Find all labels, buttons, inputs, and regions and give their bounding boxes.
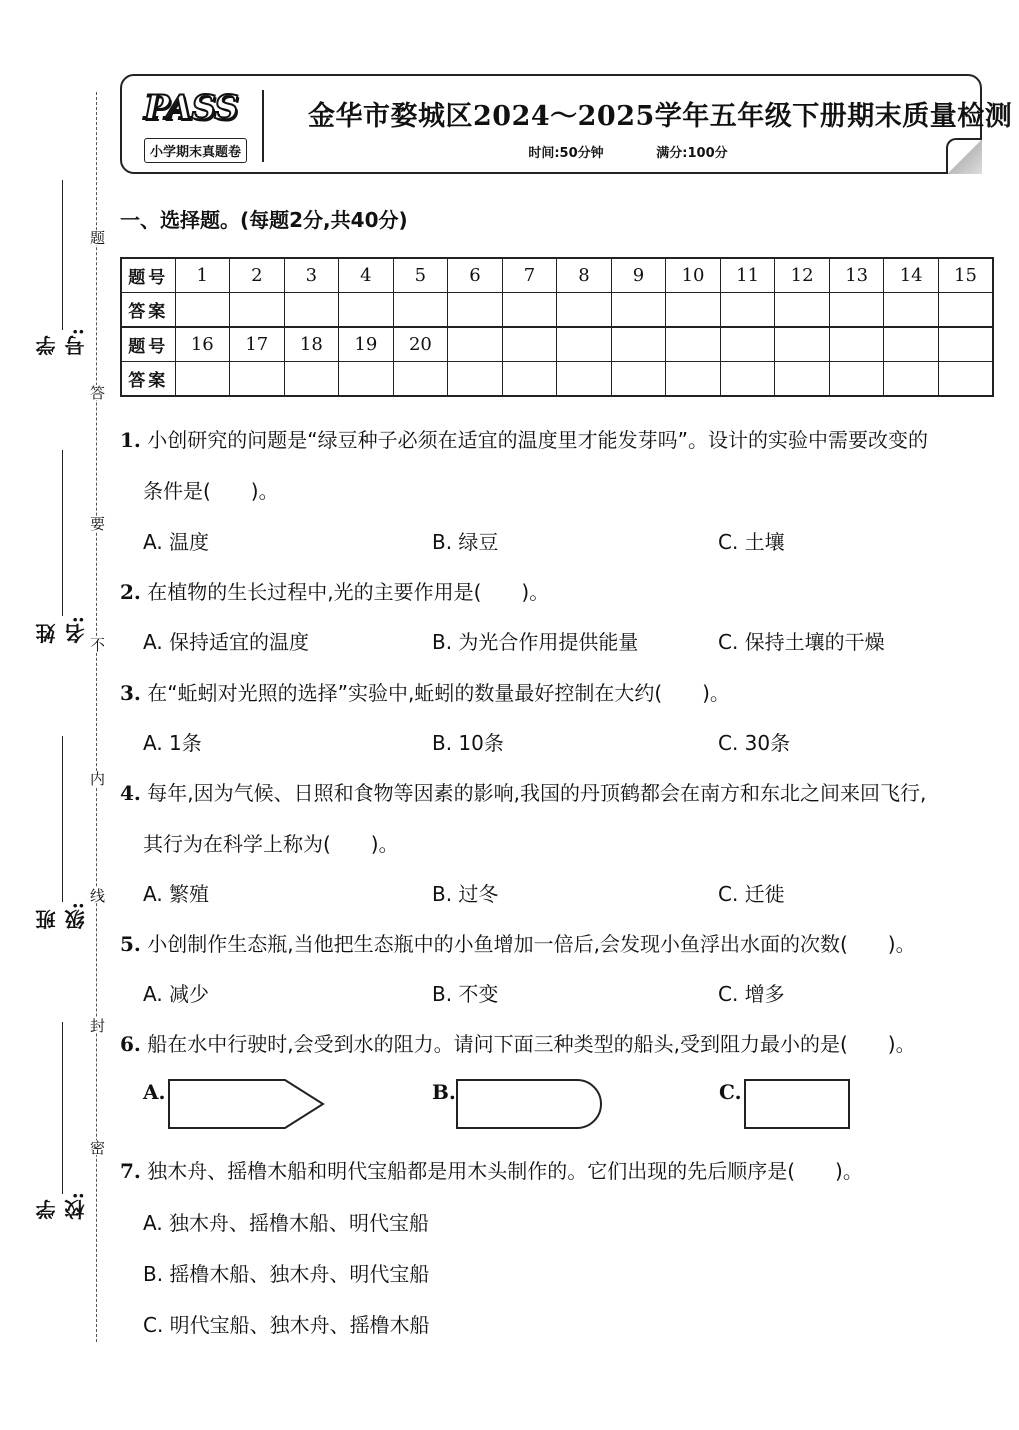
option-a[interactable]: A. 繁殖 [143,882,210,906]
option-b[interactable]: B. 绿豆 [432,530,499,554]
table-row[interactable] [121,293,993,328]
question-3-stem [120,677,730,706]
option-a[interactable]: A. 1条 [143,731,202,755]
table-row [121,258,993,293]
name-blank[interactable] [62,450,63,616]
answer-cell[interactable] [611,293,666,328]
school-label: 学校: [35,1192,88,1220]
seal-char: 密 [84,1140,108,1155]
number-header: 题号 [121,327,175,362]
student-id-blank[interactable] [62,180,63,330]
question-number: 18 [284,327,339,362]
answer-cell[interactable] [775,362,830,397]
question-number [829,327,884,362]
binding-margin [0,0,110,1430]
answer-cell[interactable] [938,293,993,328]
answer-cell[interactable] [393,362,448,397]
question-number: 4. [120,781,141,805]
flat-bow-shape[interactable] [743,1078,853,1130]
answer-cell[interactable] [611,362,666,397]
question-text: 独木舟、摇橹木船和明代宝船都是用木头制作的。它们出现的先后顺序是( )。 [147,1159,863,1183]
question-number: 2. [120,580,141,604]
answer-cell[interactable] [775,293,830,328]
question-number: 3. [120,681,141,705]
answer-cell[interactable] [448,362,503,397]
question-5-stem [120,928,916,957]
option-a[interactable]: A. 独木舟、摇橹木船、明代宝船 [143,1211,430,1235]
answer-cell[interactable] [230,362,285,397]
class-blank[interactable] [62,736,63,902]
answer-cell[interactable] [339,293,394,328]
question-text: 船在水中行驶时,会受到水的阻力。请问下面三种类型的船头,受到阻力最小的是( )。 [147,1032,916,1056]
answer-cell[interactable] [720,293,775,328]
question-number: 2 [230,258,285,293]
option-c[interactable]: C. 增多 [718,982,785,1006]
question-number: 5 [393,258,448,293]
logo-tag: 小学期末真题卷 [144,138,247,163]
section-title: 一、选择题。(每题2分,共40分) [120,208,408,232]
answer-header: 答案 [121,293,175,328]
answer-cell[interactable] [666,293,721,328]
question-number: 13 [829,258,884,293]
page-fold-corner [946,138,982,174]
question-text: 小创制作生态瓶,当他把生态瓶中的小鱼增加一倍后,会发现小鱼浮出水面的次数( )。 [147,932,916,956]
question-number [775,327,830,362]
option-c[interactable]: C. 保持土壤的干燥 [718,630,885,654]
answer-cell[interactable] [938,362,993,397]
question-text: 在“蚯蚓对光照的选择”实验中,蚯蚓的数量最好控制在大约( )。 [147,681,730,705]
option-a[interactable]: A. [143,1080,166,1104]
question-number [502,327,557,362]
table-row [121,327,993,362]
answer-cell[interactable] [339,362,394,397]
seal-char: 题 [84,230,108,245]
exam-info [308,142,948,161]
question-text: 条件是( )。 [143,479,279,503]
question-number [611,327,666,362]
option-a[interactable]: A. 减少 [143,982,210,1006]
answer-cell[interactable] [557,293,612,328]
exam-title: 金华市婺城区2024～2025学年五年级下册期末质量检测 [308,101,1013,132]
question-number [938,327,993,362]
answer-header: 答案 [121,362,175,397]
answer-table [120,257,994,397]
school-blank[interactable] [62,1022,63,1194]
number-header: 题号 [121,258,175,293]
question-number: 14 [884,258,939,293]
answer-cell[interactable] [393,293,448,328]
student-id-label: 学号: [35,328,88,356]
answer-cell[interactable] [557,362,612,397]
question-number: 3 [284,258,339,293]
option-b[interactable]: B. 为光合作用提供能量 [432,630,639,654]
question-number: 20 [393,327,448,362]
answer-cell[interactable] [884,293,939,328]
question-number: 9 [611,258,666,293]
question-number: 12 [775,258,830,293]
rounded-bow-shape[interactable] [455,1078,605,1130]
seal-char: 线 [84,888,108,903]
answer-cell[interactable] [448,293,503,328]
question-number: 19 [339,327,394,362]
answer-cell[interactable] [829,362,884,397]
question-number: 1 [175,258,230,293]
question-7-stem [120,1155,863,1184]
pass-logo [140,88,260,164]
option-c[interactable]: C. 30条 [718,731,791,755]
exam-time: 时间:50分钟 [528,146,604,161]
question-number: 6 [448,258,503,293]
answer-cell[interactable] [720,362,775,397]
question-number: 5. [120,932,141,956]
answer-cell[interactable] [175,293,230,328]
option-b[interactable]: B. 10条 [432,731,504,755]
class-label: 班级: [35,902,88,930]
seal-char: 不 [84,637,108,652]
question-number: 6. [120,1032,141,1056]
option-b[interactable]: B. 不变 [432,982,499,1006]
table-row[interactable] [121,362,993,397]
question-text: 在植物的生长过程中,光的主要作用是( )。 [147,580,550,604]
header-divider [262,90,264,162]
option-c[interactable]: C. 迁徙 [718,882,785,906]
question-text: 其行为在科学上称为( )。 [143,832,399,856]
answer-cell[interactable] [884,362,939,397]
seal-char: 要 [84,516,108,531]
answer-cell[interactable] [175,362,230,397]
question-1-stem [120,424,928,453]
question-number: 7. [120,1159,141,1183]
option-b[interactable]: B. 过冬 [432,882,499,906]
question-number [448,327,503,362]
answer-cell[interactable] [829,293,884,328]
question-text: 每年,因为气候、日照和食物等因素的影响,我国的丹顶鹤都会在南方和东北之间来回飞行, [147,781,927,805]
question-number: 8 [557,258,612,293]
option-c[interactable]: C. 土壤 [718,530,785,554]
option-c[interactable]: C. 明代宝船、独木舟、摇橹木船 [143,1313,430,1337]
question-text: 小创研究的问题是“绿豆种子必须在适宜的温度里才能发芽吗”。设计的实验中需要改变的 [147,428,928,452]
question-2-stem [120,576,549,605]
seal-char: 封 [84,1018,108,1033]
question-number: 1. [120,428,141,452]
name-label: 姓名: [35,616,88,644]
exam-header [120,74,1013,174]
option-b[interactable]: B. [432,1080,456,1104]
question-number: 15 [938,258,993,293]
question-number [720,327,775,362]
option-b[interactable]: B. 摇橹木船、独木舟、明代宝船 [143,1262,430,1286]
answer-cell[interactable] [666,362,721,397]
answer-cell[interactable] [284,293,339,328]
option-a[interactable]: A. 保持适宜的温度 [143,630,310,654]
question-number: 11 [720,258,775,293]
question-number: 17 [230,327,285,362]
option-a[interactable]: A. 温度 [143,530,210,554]
question-number [884,327,939,362]
seal-char: 答 [84,385,108,400]
answer-cell[interactable] [502,362,557,397]
question-number: 16 [175,327,230,362]
answer-cell[interactable] [284,362,339,397]
question-number: 10 [666,258,721,293]
question-number: 4 [339,258,394,293]
option-c[interactable]: C. [719,1080,742,1104]
logo-word: PASS [144,88,238,128]
question-number [557,327,612,362]
exam-score: 满分:100分 [656,146,728,161]
question-number [666,327,721,362]
answer-cell[interactable] [230,293,285,328]
question-6-stem [120,1028,916,1057]
seal-char: 内 [84,771,108,786]
question-number: 7 [502,258,557,293]
question-4-stem [120,777,926,806]
pointed-bow-shape[interactable] [167,1078,327,1130]
answer-cell[interactable] [502,293,557,328]
